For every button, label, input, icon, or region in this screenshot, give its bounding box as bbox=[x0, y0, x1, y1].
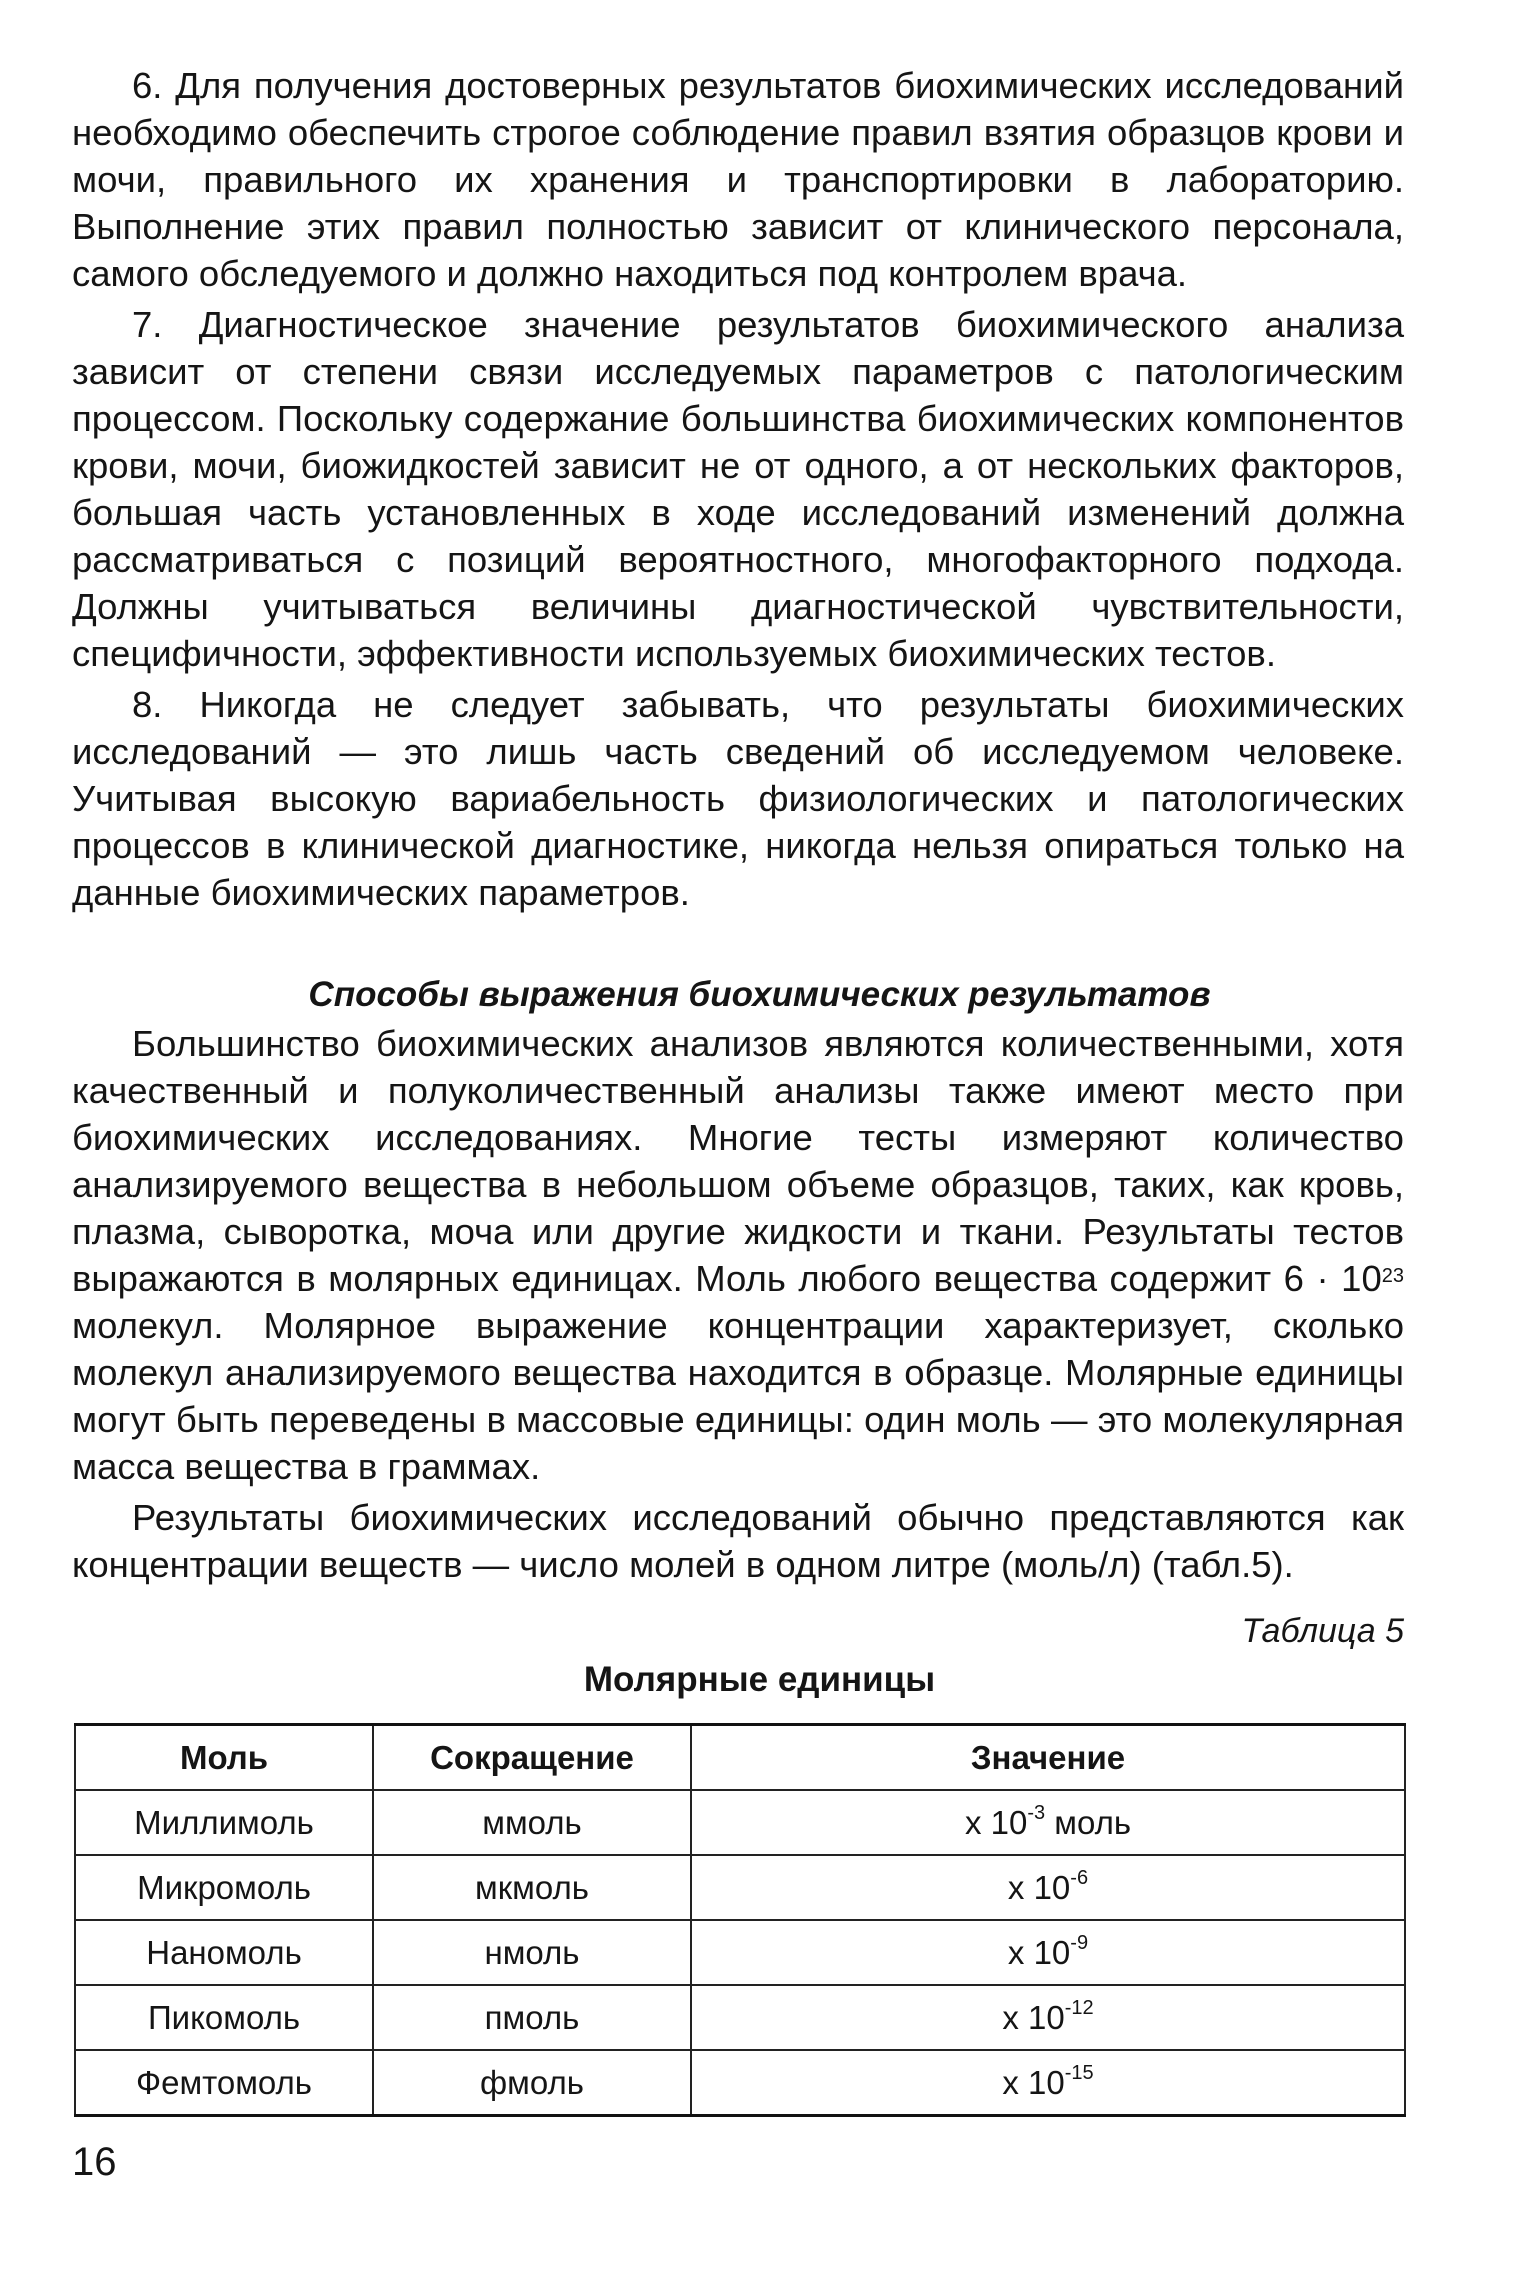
paragraph-7: 7. Диагностическое значение результатов биохимического анализа зависит от степени связи исследуемых параметров с патологическим процессом. Поскольку содержание большинства биохимических компонентов крови, мочи, биожидкостей зависит не от одного, а от нескольких факторов, большая часть установленных в ходе исследований изменений должна рассматриваться с позиций вероятностного, многофакторного подхода. Должны учитываться величины диагностической чувствительности, специфичности, эффективности используемых биохимических тестов. bbox=[72, 304, 1404, 674]
paragraph-text-end: молекул. Молярное выражение концентрации характеризует, сколько молекул анализируемого вещества находится в образце. Молярные единицы могут быть переведены в массовые единицы: один моль — это молекулярная масса вещества в граммах. bbox=[72, 1305, 1404, 1487]
header-mole: Моль bbox=[75, 1725, 373, 1791]
cell-mole: Пикомоль bbox=[75, 1985, 373, 2050]
value-base: х 10 bbox=[1007, 1933, 1071, 1971]
table-row bbox=[75, 1985, 1405, 2050]
cell-abbreviation: мкмоль bbox=[373, 1855, 691, 1920]
table-row bbox=[75, 1790, 1405, 1855]
numbered-paragraphs bbox=[72, 62, 1404, 920]
table-row bbox=[75, 2050, 1405, 2116]
cell-value bbox=[691, 1790, 1405, 1855]
cell-mole: Микромоль bbox=[75, 1855, 373, 1920]
table-label: Таблица 5 bbox=[1241, 1612, 1404, 1650]
value-base: х 10 bbox=[1002, 1998, 1065, 2036]
value-exponent: -9 bbox=[1070, 1931, 1089, 1954]
avogadro-exponent: 23 bbox=[1381, 1265, 1404, 1287]
table-row bbox=[75, 1855, 1405, 1920]
cell-value bbox=[691, 1855, 1405, 1920]
section-heading: Способы выражения биохимических результатов bbox=[308, 975, 1211, 1014]
cell-mole: Миллимоль bbox=[75, 1790, 373, 1855]
header-value: Значение bbox=[691, 1725, 1405, 1791]
molar-units-table bbox=[74, 1723, 1406, 2117]
table-header-row bbox=[75, 1725, 1405, 1791]
cell-mole: Фемтомоль bbox=[75, 2050, 373, 2116]
cell-abbreviation: ммоль bbox=[373, 1790, 691, 1855]
cell-abbreviation: пмоль bbox=[373, 1985, 691, 2050]
value-exponent: -15 bbox=[1064, 2061, 1094, 2084]
table-title: Молярные единицы bbox=[583, 1660, 936, 1699]
page-number: 16 bbox=[72, 2140, 117, 2184]
value-base: х 10 bbox=[1002, 2063, 1065, 2101]
header-abbreviation: Сокращение bbox=[373, 1725, 691, 1791]
paragraph-8: 8. Никогда не следует забывать, что результаты биохимических исследований — это лишь часть сведений об исследуемом человеке. Учитывая высокую вариабельность физиологических и патологических процессов в клинической диагностике, никогда нельзя опираться только на данные биохимических параметров. bbox=[72, 684, 1404, 913]
cell-value bbox=[691, 1985, 1405, 2050]
value-base: х 10 bbox=[964, 1803, 1028, 1841]
section-body bbox=[72, 1020, 1404, 1592]
cell-value bbox=[691, 1920, 1405, 1985]
paragraph-6: 6. Для получения достоверных результатов биохимических исследований необходимо обеспечить строгое соблюдение правил взятия образцов крови и мочи, правильного их хранения и транспортировки в лабораторию. Выполнение этих правил полностью зависит от клинического персонала, самого обследуемого и должно находиться под контролем врача. bbox=[72, 65, 1404, 294]
paragraph-concentration: Результаты биохимических исследований обычно представляются как концентрации веществ — число молей в одном литре (моль/л) (табл.5). bbox=[72, 1497, 1404, 1585]
table-row bbox=[75, 1920, 1405, 1985]
value-exponent: -3 bbox=[1027, 1801, 1046, 1824]
paragraph-text-start: Большинство биохимических анализов являются количественными, хотя качественный и полуколичественный анализы также имеют место при биохимических исследованиях. Многие тесты измеряют количество анализируемого вещества в небольшом объеме образцов, таких, как кровь, плазма, сыворотка, моча или другие жидкости и ткани. Результаты тестов выражаются в молярных единицах. Моль любого вещества содержит 6 · 10 bbox=[72, 1023, 1404, 1299]
cell-mole: Наномоль bbox=[75, 1920, 373, 1985]
value-exponent: -12 bbox=[1064, 1996, 1094, 2019]
paragraph-molar-units bbox=[72, 1020, 1404, 1490]
cell-abbreviation: фмоль bbox=[373, 2050, 691, 2116]
value-exponent: -6 bbox=[1070, 1866, 1089, 1889]
cell-abbreviation: нмоль bbox=[373, 1920, 691, 1985]
value-base: х 10 bbox=[1007, 1868, 1071, 1906]
cell-value bbox=[691, 2050, 1405, 2116]
value-suffix: моль bbox=[1045, 1803, 1132, 1841]
